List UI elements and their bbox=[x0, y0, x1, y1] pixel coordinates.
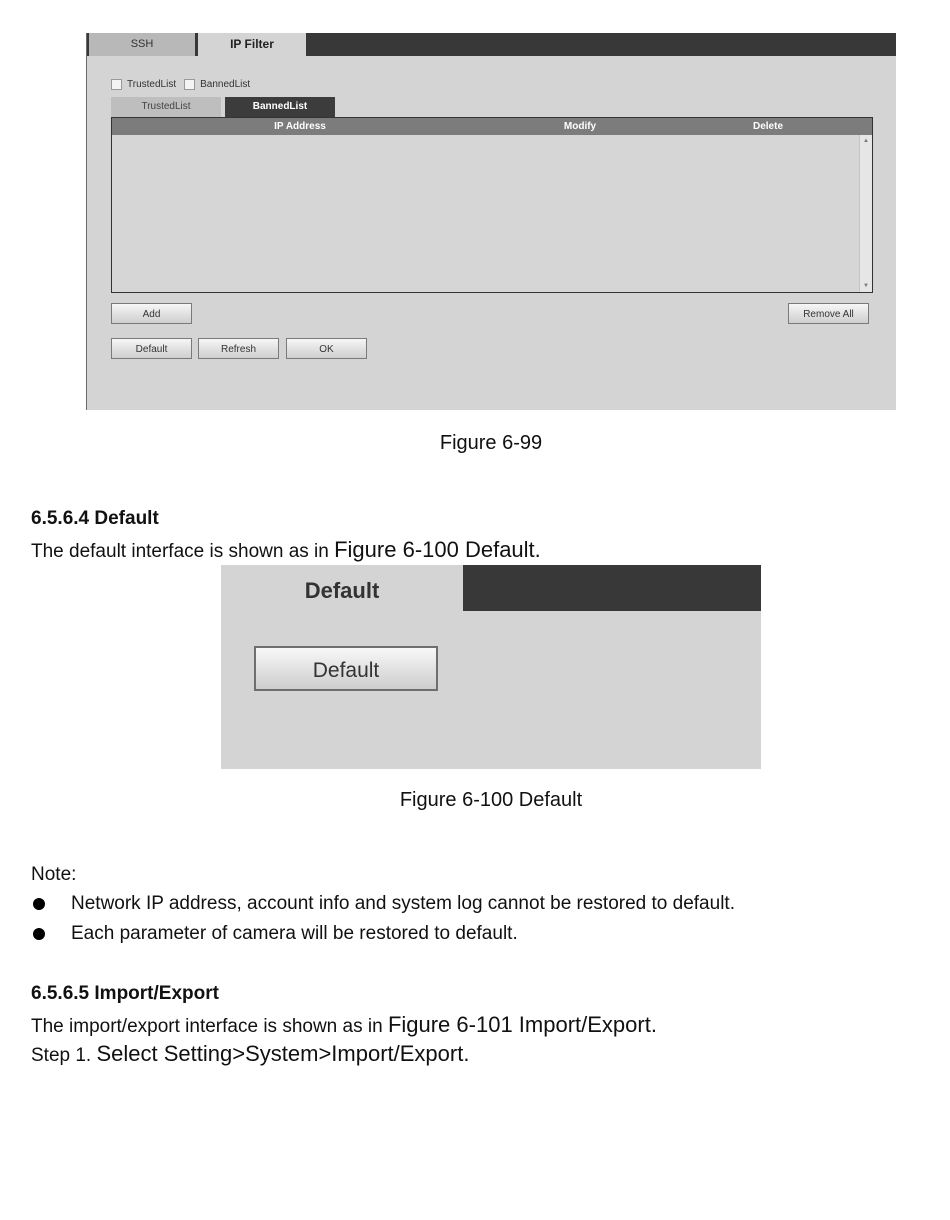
default-button[interactable]: Default bbox=[254, 646, 438, 691]
bullet-icon bbox=[33, 898, 45, 910]
tab-bar bbox=[463, 565, 761, 611]
subtab-bannedlist[interactable]: BannedList bbox=[225, 97, 335, 117]
column-modify: Modify bbox=[563, 121, 597, 132]
scroll-up-arrow-icon[interactable]: ▲ bbox=[863, 138, 869, 144]
note-item: Each parameter of camera will be restored to default. bbox=[71, 923, 518, 944]
bannedlist-checkbox-label: BannedList bbox=[200, 79, 251, 90]
trustedlist-checkbox[interactable] bbox=[111, 79, 122, 90]
step-line bbox=[31, 1041, 469, 1067]
trustedlist-checkbox-label: TrustedList bbox=[127, 79, 177, 90]
tab-ssh[interactable]: SSH bbox=[89, 33, 195, 56]
tab-ip-filter[interactable]: IP Filter bbox=[198, 33, 306, 56]
step-label: Step 1. bbox=[31, 1045, 97, 1066]
bullet-icon bbox=[33, 928, 45, 940]
default-panel bbox=[221, 565, 761, 769]
ip-list-table bbox=[111, 117, 873, 293]
figure-reference: Figure 6-101 Import/Export. bbox=[387, 1012, 657, 1037]
section-title: Default bbox=[94, 508, 159, 529]
paragraph bbox=[31, 1012, 657, 1038]
list-checkboxes bbox=[111, 79, 258, 90]
figure-reference: Figure 6-100 Default. bbox=[334, 537, 541, 562]
add-button[interactable]: Add bbox=[111, 303, 192, 324]
note-label: Note: bbox=[31, 864, 77, 885]
section-heading bbox=[31, 983, 219, 1005]
section-number: 6.5.6.4 bbox=[31, 508, 90, 529]
table-header bbox=[112, 118, 872, 135]
paragraph bbox=[31, 537, 541, 563]
step-text: Select Setting>System>Import/Export. bbox=[96, 1041, 470, 1066]
tab-default[interactable]: Default bbox=[304, 578, 380, 603]
paragraph-text: The default interface is shown as in bbox=[31, 541, 335, 562]
figure-caption: Figure 6-99 bbox=[439, 432, 543, 454]
column-delete: Delete bbox=[752, 121, 783, 132]
section-title: Import/Export bbox=[94, 983, 219, 1004]
table-scrollbar[interactable] bbox=[859, 135, 872, 292]
ok-button[interactable]: OK bbox=[286, 338, 367, 359]
scroll-down-arrow-icon[interactable]: ▼ bbox=[863, 283, 869, 289]
note-item: Network IP address, account info and system log cannot be restored to default. bbox=[71, 893, 735, 914]
bannedlist-checkbox[interactable] bbox=[184, 79, 195, 90]
subtab-trustedlist[interactable]: TrustedList bbox=[111, 97, 221, 117]
column-ip-address: IP Address bbox=[274, 121, 326, 132]
section-heading bbox=[31, 508, 159, 530]
refresh-button[interactable]: Refresh bbox=[198, 338, 279, 359]
section-number: 6.5.6.5 bbox=[31, 983, 90, 1004]
default-button[interactable]: Default bbox=[111, 338, 192, 359]
remove-all-button[interactable]: Remove All bbox=[788, 303, 869, 324]
ip-filter-panel bbox=[86, 33, 896, 410]
figure-caption: Figure 6-100 Default bbox=[399, 789, 583, 811]
paragraph-text: The import/export interface is shown as in bbox=[31, 1016, 388, 1037]
